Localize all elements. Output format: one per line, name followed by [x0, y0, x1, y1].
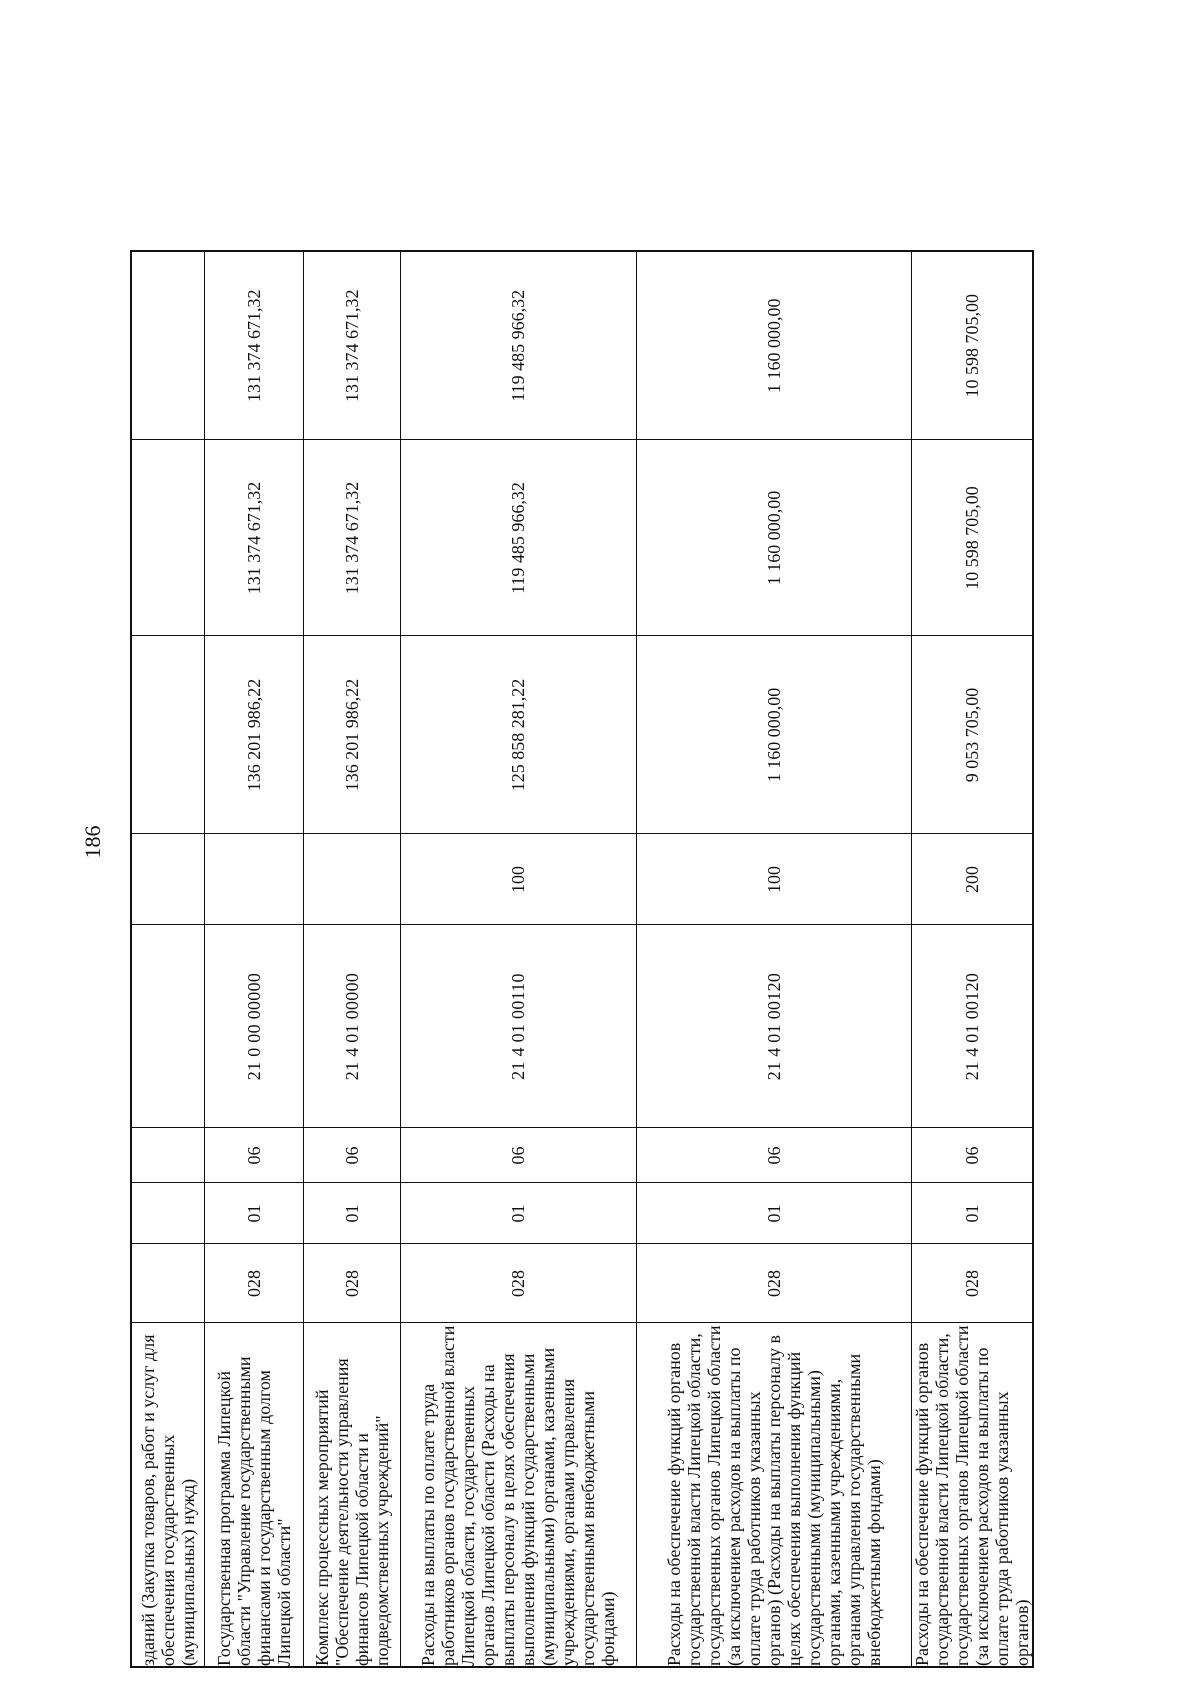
row-description: Расходы на выплаты по оплате труда работников органов государственной власти Липецкой области, государственных органов Липецкой области (Расходы на выплаты персоналу в целях обеспечения выполнения функций государственными (муниципальными) органами, казенными учреждениями, органами управления государственными внебюджетными фондами): [400, 1323, 636, 1667]
expense-type-code: 100: [400, 834, 636, 925]
expense-type-code: [303, 834, 400, 925]
amount-1: [131, 636, 204, 834]
amount-2: 131 374 671,32: [303, 440, 400, 636]
amount-2: 119 485 966,32: [400, 440, 636, 636]
expense-type-code: 100: [636, 834, 911, 925]
amount-2: 10 598 705,00: [911, 440, 1033, 636]
subsection-code: 06: [303, 1128, 400, 1183]
subsection-code: 06: [636, 1128, 911, 1183]
amount-1: 136 201 986,22: [204, 636, 303, 834]
subsection-code: 06: [400, 1128, 636, 1183]
table-row: [204, 251, 303, 1667]
target-article-code: [131, 925, 204, 1128]
page-number: 186: [80, 825, 105, 859]
row-description: Расходы на обеспечение функций органов государственной власти Липецкой области, государственных органов Липецкой области (за исключением расходов на выплаты по оплате труда работников указанных органов): [911, 1323, 1033, 1667]
section-code: 01: [204, 1183, 303, 1244]
target-article-code: 21 4 01 00110: [400, 925, 636, 1128]
subsection-code: [131, 1128, 204, 1183]
row-description: Расходы на обеспечение функций органов государственной власти Липецкой области, государственных органов Липецкой области (за исключением расходов на выплаты по оплате труда работников указанных органов) (Расходы на выплаты персоналу в целях обеспечения выполнения функций государственными (муниципальными) органами, казенными учреждениями, органами управления государственными внебюджетными фондами): [636, 1323, 911, 1667]
amount-1: 125 858 281,22: [400, 636, 636, 834]
amount-3: 10 598 705,00: [911, 251, 1033, 440]
expense-type-code: 200: [911, 834, 1033, 925]
target-article-code: 21 0 00 00000: [204, 925, 303, 1128]
ved-code: [131, 1244, 204, 1323]
expense-type-code: [204, 834, 303, 925]
amount-3: 119 485 966,32: [400, 251, 636, 440]
table-row: [911, 251, 1033, 1667]
amount-1: 136 201 986,22: [303, 636, 400, 834]
target-article-code: 21 4 01 00120: [636, 925, 911, 1128]
amount-1: 9 053 705,00: [911, 636, 1033, 834]
target-article-code: 21 4 01 00120: [911, 925, 1033, 1128]
table-row: [400, 251, 636, 1667]
row-description: Комплекс процессных мероприятий "Обеспечение деятельности управления финансов Липецкой области и подведомственных учреждений": [303, 1323, 400, 1667]
table-row: [303, 251, 400, 1667]
ved-code: 028: [911, 1244, 1033, 1323]
section-code: [131, 1183, 204, 1244]
amount-2: 131 374 671,32: [204, 440, 303, 636]
section-code: 01: [911, 1183, 1033, 1244]
table-row: [131, 251, 204, 1667]
section-code: 01: [636, 1183, 911, 1244]
row-description: Государственная программа Липецкой области "Управление государственными финансами и государственным долгом Липецкой области": [204, 1323, 303, 1667]
target-article-code: 21 4 01 00000: [303, 925, 400, 1128]
amount-2: 1 160 000,00: [636, 440, 911, 636]
section-code: 01: [303, 1183, 400, 1244]
amount-2: [131, 440, 204, 636]
amount-3: 131 374 671,32: [204, 251, 303, 440]
amount-3: 1 160 000,00: [636, 251, 911, 440]
amount-3: 131 374 671,32: [303, 251, 400, 440]
ved-code: 028: [636, 1244, 911, 1323]
amount-1: 1 160 000,00: [636, 636, 911, 834]
section-code: 01: [400, 1183, 636, 1244]
row-description: зданий (Закупка товаров, работ и услуг для обеспечения государственных (муниципальных) нужд): [131, 1323, 204, 1667]
ved-code: 028: [400, 1244, 636, 1323]
expense-type-code: [131, 834, 204, 925]
ved-code: 028: [303, 1244, 400, 1323]
subsection-code: 06: [911, 1128, 1033, 1183]
amount-3: [131, 251, 204, 440]
budget-table: [130, 250, 1034, 1668]
subsection-code: 06: [204, 1128, 303, 1183]
table-row: [636, 251, 911, 1667]
ved-code: 028: [204, 1244, 303, 1323]
